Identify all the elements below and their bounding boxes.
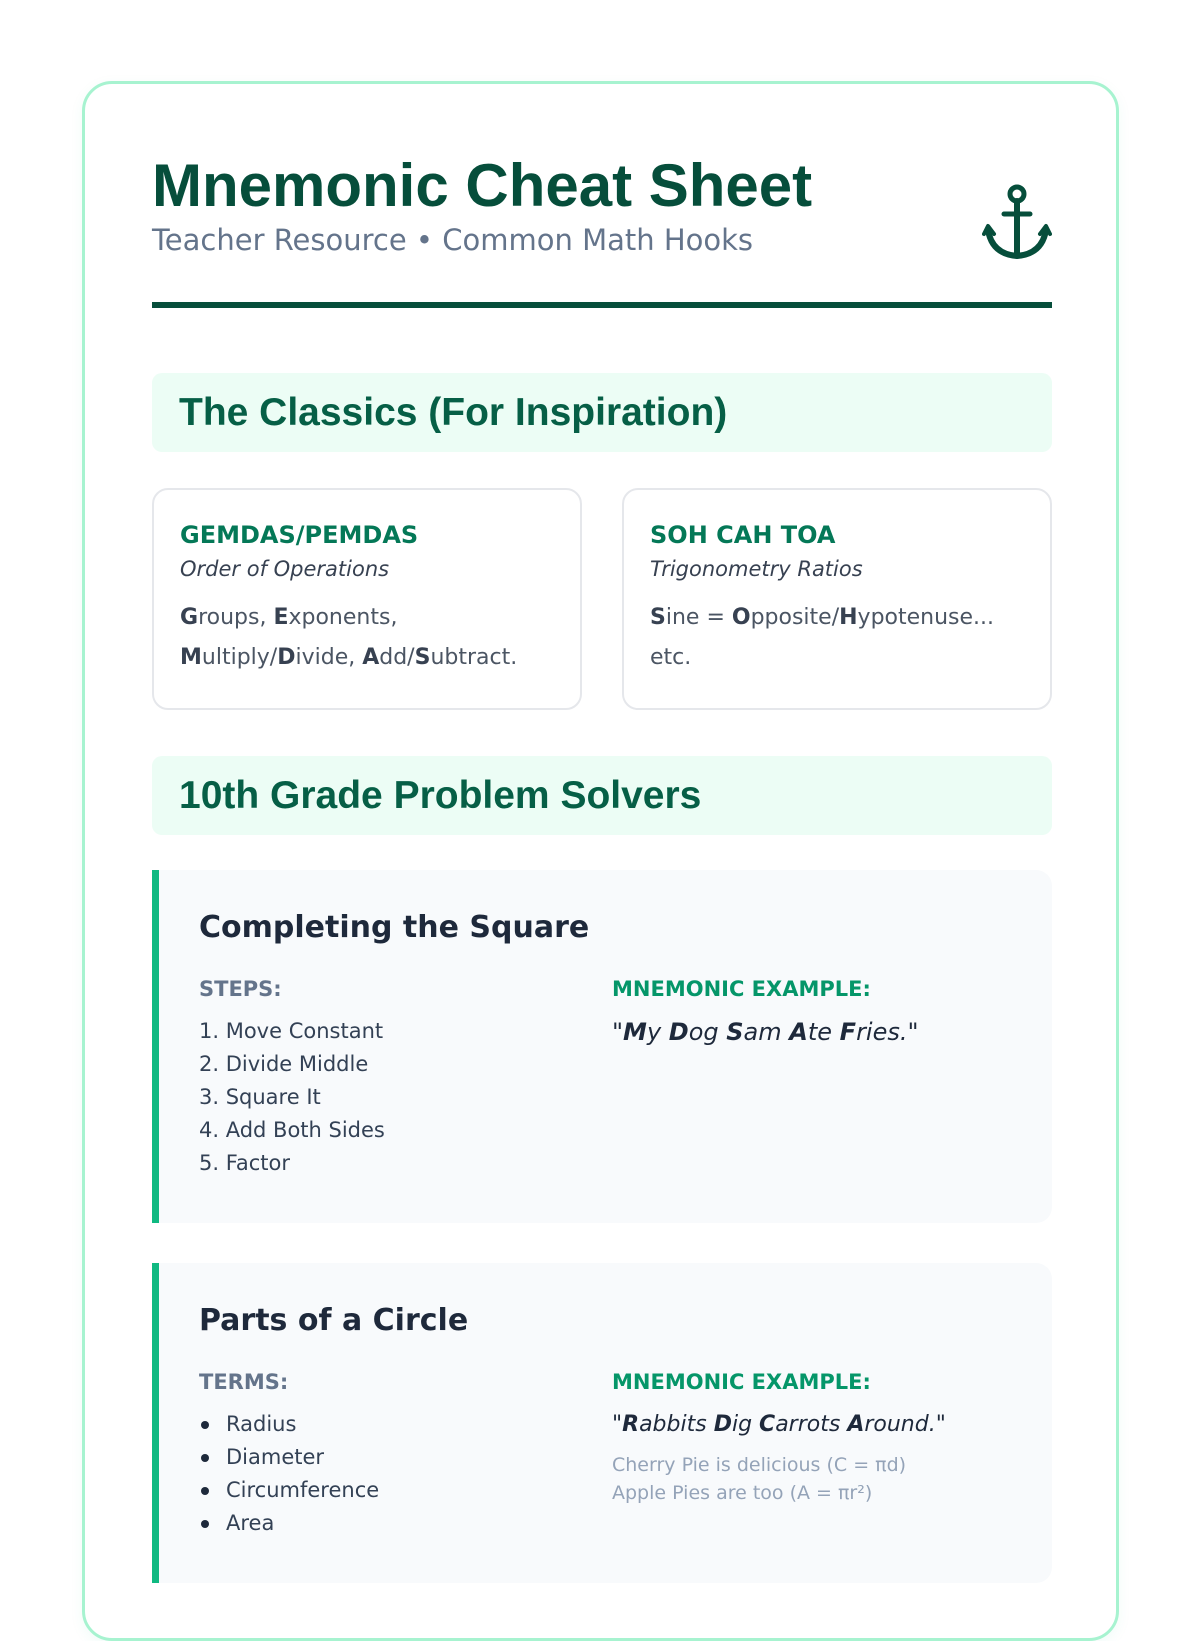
list-item: 2. Divide Middle [199,1052,369,1076]
list-item: Diameter [199,1441,379,1474]
formula-note: Cherry Pie is delicious (C = πd) [612,1454,907,1476]
solver-card-completing-square [152,870,1052,1223]
page-subtitle: Teacher Resource • Common Math Hooks [152,223,754,257]
list-item: Area [199,1507,379,1540]
classic-card-pemdas [152,488,582,710]
list-item: 3. Square It [199,1085,321,1109]
steps-list [199,1015,385,1180]
classic-topic: Trigonometry Ratios [650,557,863,581]
classic-description: Sine = Opposite/Hypotenuse... etc. [650,605,995,670]
mnemonic-label: MNEMONIC EXAMPLE: [612,977,871,1001]
list-item: 1. Move Constant [199,1019,384,1043]
section-solvers [152,756,1052,835]
classic-card-sohcahtoa [622,488,1052,710]
solver-title: Parts of a Circle [199,1303,469,1338]
section-classics [152,373,1052,452]
classic-topic: Order of Operations [180,557,390,581]
list-item: 4. Add Both Sides [199,1118,385,1142]
header [152,154,1052,310]
mnemonic-example: "Rabbits Dig Carrots Around." [612,1412,946,1437]
classic-description: Groups, Exponents, Multiply/Divide, Add/Subtract. [180,605,518,670]
mnemonic-example: "My Dog Sam Ate Fries." [612,1018,919,1046]
solver-card-circle [152,1263,1052,1583]
cheat-sheet-card [82,81,1119,1641]
list-item: Radius [199,1408,379,1441]
formula-note: Apple Pies are too (A = πr²) [612,1482,873,1504]
classic-name: GEMDAS/PEMDAS [180,521,419,549]
section-solvers-title: 10th Grade Problem Solvers [179,773,702,817]
terms-label: TERMS: [199,1370,289,1394]
anchor-icon [982,184,1052,262]
page-title: Mnemonic Cheat Sheet [152,152,813,219]
steps-label: STEPS: [199,977,282,1001]
list-item: Circumference [199,1474,379,1507]
solver-title: Completing the Square [199,910,590,945]
header-rule [152,302,1052,308]
list-item: 5. Factor [199,1151,290,1175]
classic-name: SOH CAH TOA [650,521,836,549]
terms-list [199,1408,379,1540]
section-classics-title: The Classics (For Inspiration) [179,390,728,434]
mnemonic-label: MNEMONIC EXAMPLE: [612,1370,871,1394]
